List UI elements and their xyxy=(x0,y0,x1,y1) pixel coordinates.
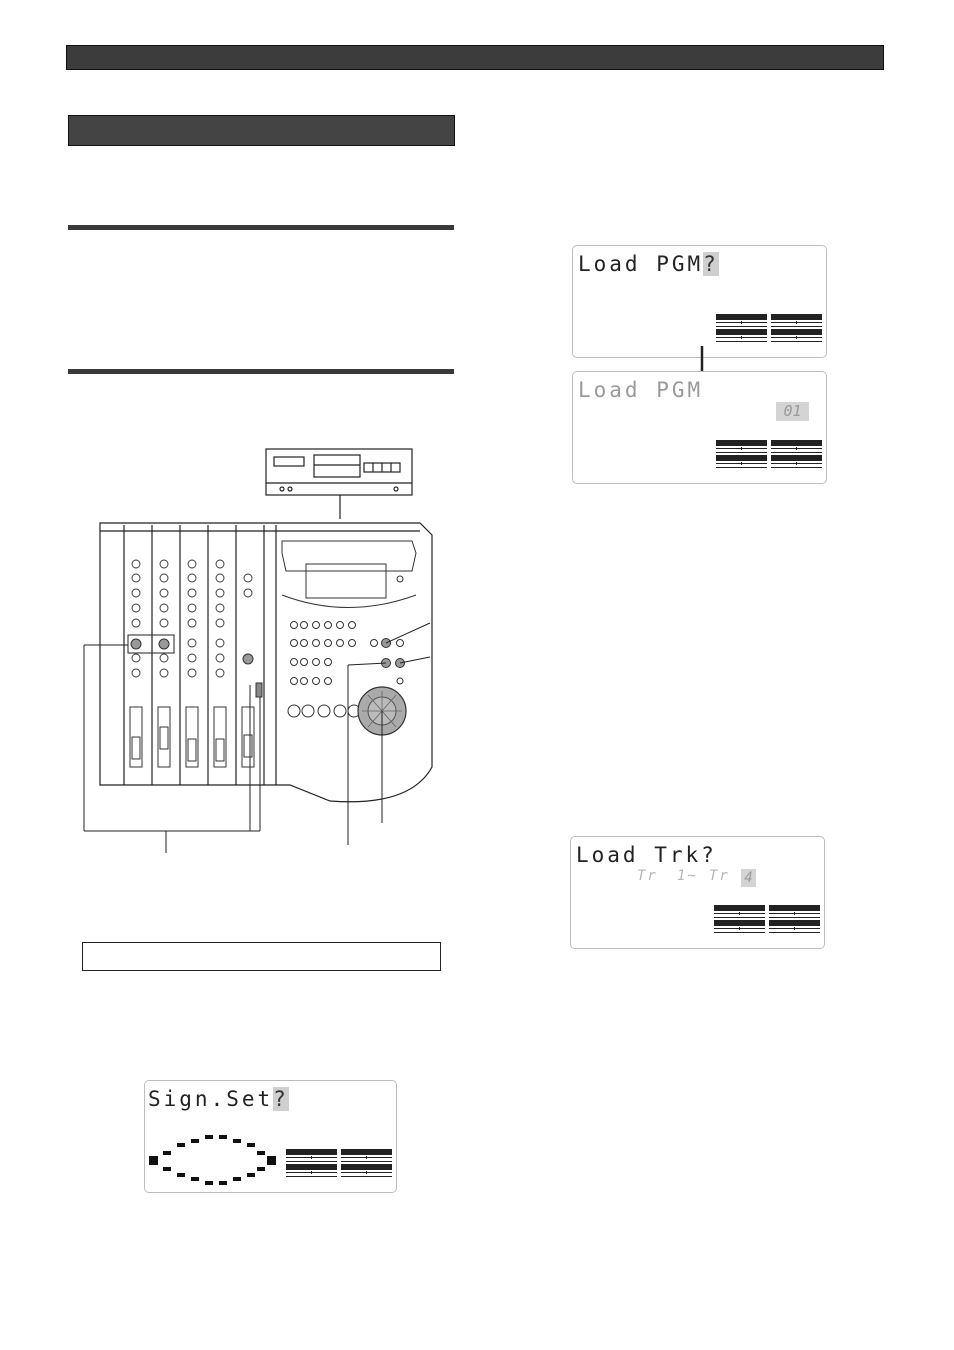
meter-cell xyxy=(769,905,820,918)
level-meter-icon xyxy=(716,440,822,468)
track-to-number: 4 xyxy=(741,869,756,887)
program-number: 01 xyxy=(776,402,809,421)
lcd-cursor: ? xyxy=(273,1087,289,1111)
lcd-main-text: Load Trk? xyxy=(576,843,717,867)
track-from-number: 1~ xyxy=(677,868,698,884)
meter-cell xyxy=(771,314,822,327)
meter-cell xyxy=(716,440,767,453)
lcd-load-trk xyxy=(570,836,825,949)
device-illustration xyxy=(80,445,440,855)
section-heading-bar xyxy=(68,115,455,146)
meter-cell xyxy=(769,920,820,933)
meter-cell xyxy=(714,905,765,918)
meter-cell xyxy=(286,1149,337,1162)
lcd-sign-set xyxy=(144,1080,397,1193)
meter-cell xyxy=(716,314,767,327)
level-meter-icon xyxy=(286,1149,392,1177)
meter-cell xyxy=(286,1164,337,1177)
meter-cell xyxy=(341,1164,392,1177)
lcd-text xyxy=(148,1087,289,1111)
track-from-label: Tr xyxy=(637,868,658,884)
lcd-cursor: ? xyxy=(703,252,719,276)
lcd-main-text: Load PGM xyxy=(578,378,704,402)
meter-cell xyxy=(341,1149,392,1162)
page-header-bar xyxy=(66,45,884,70)
lcd-load-pgm xyxy=(572,371,827,484)
lcd-text xyxy=(578,252,719,276)
lcd-main-text: Sign.Set xyxy=(148,1087,274,1111)
meter-cell xyxy=(716,455,767,468)
section-rule-2 xyxy=(68,369,454,374)
meter-cell xyxy=(771,455,822,468)
level-meter-icon xyxy=(714,905,820,933)
track-to-label: Tr xyxy=(709,868,730,884)
level-meter-icon xyxy=(716,314,822,342)
meter-cell xyxy=(771,329,822,342)
lcd-main-text: Load PGM xyxy=(578,252,704,276)
section-rule-1 xyxy=(68,225,454,230)
signal-pattern-icon xyxy=(147,1131,279,1189)
meter-cell xyxy=(771,440,822,453)
callout-box xyxy=(82,942,441,971)
meter-cell xyxy=(714,920,765,933)
external-recorder-icon xyxy=(266,449,412,519)
meter-cell xyxy=(716,329,767,342)
lcd-load-pgm-question xyxy=(572,245,827,358)
